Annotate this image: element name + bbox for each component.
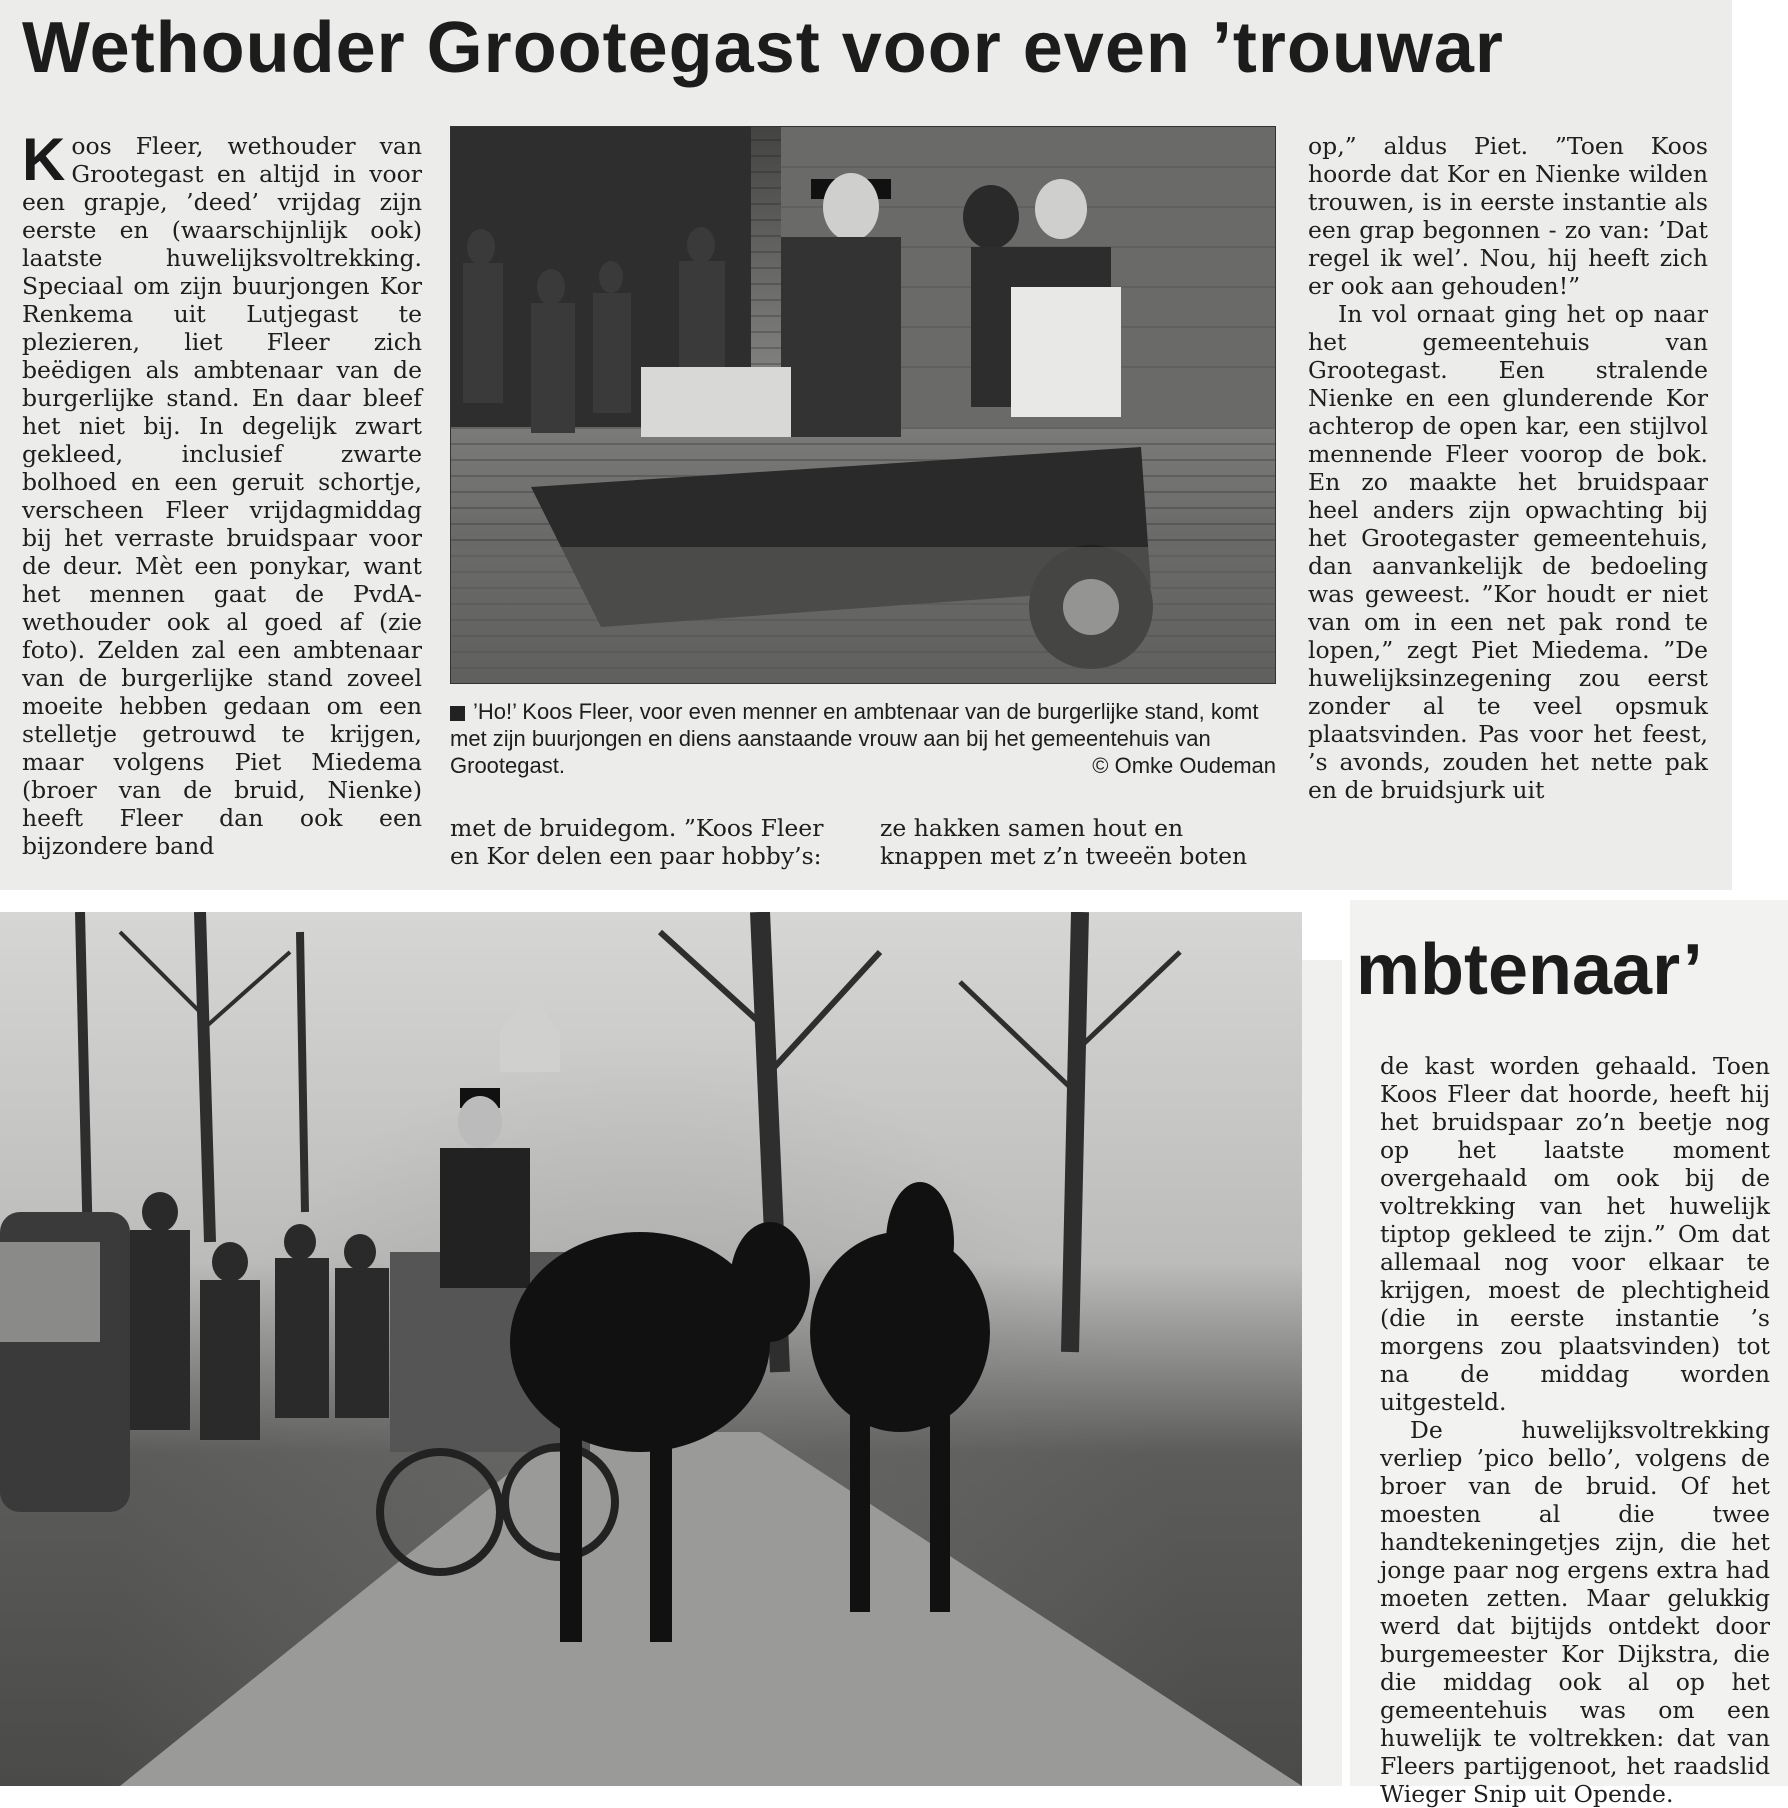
photo-caption [450,698,1276,779]
pony-cart-illustration [451,127,1275,683]
column-3-paragraph-2: In vol ornaat ging het op naar het gemeentehuis van Grootegast. Een stralende Nienke en een glunderende Kor achterop de open kar, een stijlvol mennende Fleer voorop de bok. En zo maakte het bruidspaar heel anders zijn opwachting bij het Grootegaster gemeentehuis, dan aanvankelijk de bedoeling was geweest. ”Kor houdt er niet van om in een net pak rond te lopen,” zegt Piet Miedema. ”De huwelijksinzegening zou eerst zonder al te veel opsmuk plaatsvinden. Pas voor het feest, ’s avonds, zouden het nette pak en de bruidsjurk uit [1308,300,1708,804]
article-column-2a [450,814,850,870]
photo-horse-carriage [0,912,1302,1786]
caption-square-bullet [450,706,465,721]
column-2a-text: met de bruidegom. ”Koos Fleer en Kor delen een paar hobby’s: [450,814,824,870]
drop-cap: K [22,126,66,193]
column-2b-text: ze hakken samen hout en knappen met z’n tweeën boten [880,814,1248,870]
headline-continuation: mbtenaar’ [1356,930,1703,1010]
column-4-paragraph-1: de kast worden gehaald. Toen Koos Fleer dat hoorde, heeft hij het bruidspaar zo’n beetje nog op het laatste moment overgehaald om ook bij de voltrekking van het huwelijk tiptop gekleed te zijn.” Om dat allemaal nog voor elkaar te krijgen, moest de plechtigheid (die in eerste instantie ’s morgens zou plaatsvinden) tot na de middag worden uitgesteld. [1380,1052,1770,1416]
column-3-paragraph-1: op,” aldus Piet. ”Toen Koos hoorde dat Kor en Nienke wilden trouwen, is in eerste instantie als een grap begonnen - zo van: ’Dat regel ik wel’. Nou, hij heeft zich er ook aan gehouden!” [1308,132,1708,300]
headline: Wethouder Grootegast voor even ’trouwar [22,8,1504,88]
article-column-2b [880,814,1280,870]
horse-carriage-illustration [0,912,1302,1786]
caption-text: ’Ho!’ Koos Fleer, voor even menner en ambtenaar van de burgerlijke stand, komt met zijn buurjongen en diens aanstaande vrouw aan bij het gemeentehuis van Grootegast. [450,699,1259,778]
adjacent-clipping-edge [1302,960,1342,1786]
photo-pony-cart [450,126,1276,684]
photo-credit: © Omke Oudeman [1092,753,1276,778]
article-column-4 [1380,1052,1770,1808]
column-1-text: oos Fleer, wethouder van Grootegast en altijd in voor een grapje, ’deed’ vrijdag zijn eerste en (waarschijnlijk ook) laatste huwelijksvoltrekking. Speciaal om zijn buurjongen Kor Renkema uit Lutjegast te plezieren, liet Fleer zich beëdigen als ambtenaar van de burgerlijke stand. En daar bleef het niet bij. In degelijk zwart gekleed, inclusief zwarte bolhoed en een geruit schortje, verscheen Fleer vrijdagmiddag bij het verraste bruidspaar voor de deur. Mèt een ponykar, want het mennen gaat de PvdA-wethouder ook al goed af (zie foto). Zelden zal een ambtenaar van de burgerlijke stand zoveel moeite hebben gedaan om een stelletje getrouwd te krijgen, maar volgens Piet Miedema (broer van de bruid, Nienke) heeft Fleer dan ook een bijzondere band [22,132,422,860]
article-column-1 [22,126,422,860]
column-4-paragraph-2: De huwelijksvoltrekking verliep ’pico bello’, volgens de broer van de bruid. Of het moesten al die twee handtekeningetjes zijn, die het jonge paar nog ergens extra had moeten zetten. Maar gelukkig werd dat bijtijds ontdekt door burgemeester Kor Dijkstra, die die middag ook al op het gemeentehuis was om een huwelijk te voltrekken: dat van Fleers partijgenoot, het raadslid Wieger Snip uit Opende. [1380,1416,1770,1808]
article-column-3 [1308,132,1708,804]
